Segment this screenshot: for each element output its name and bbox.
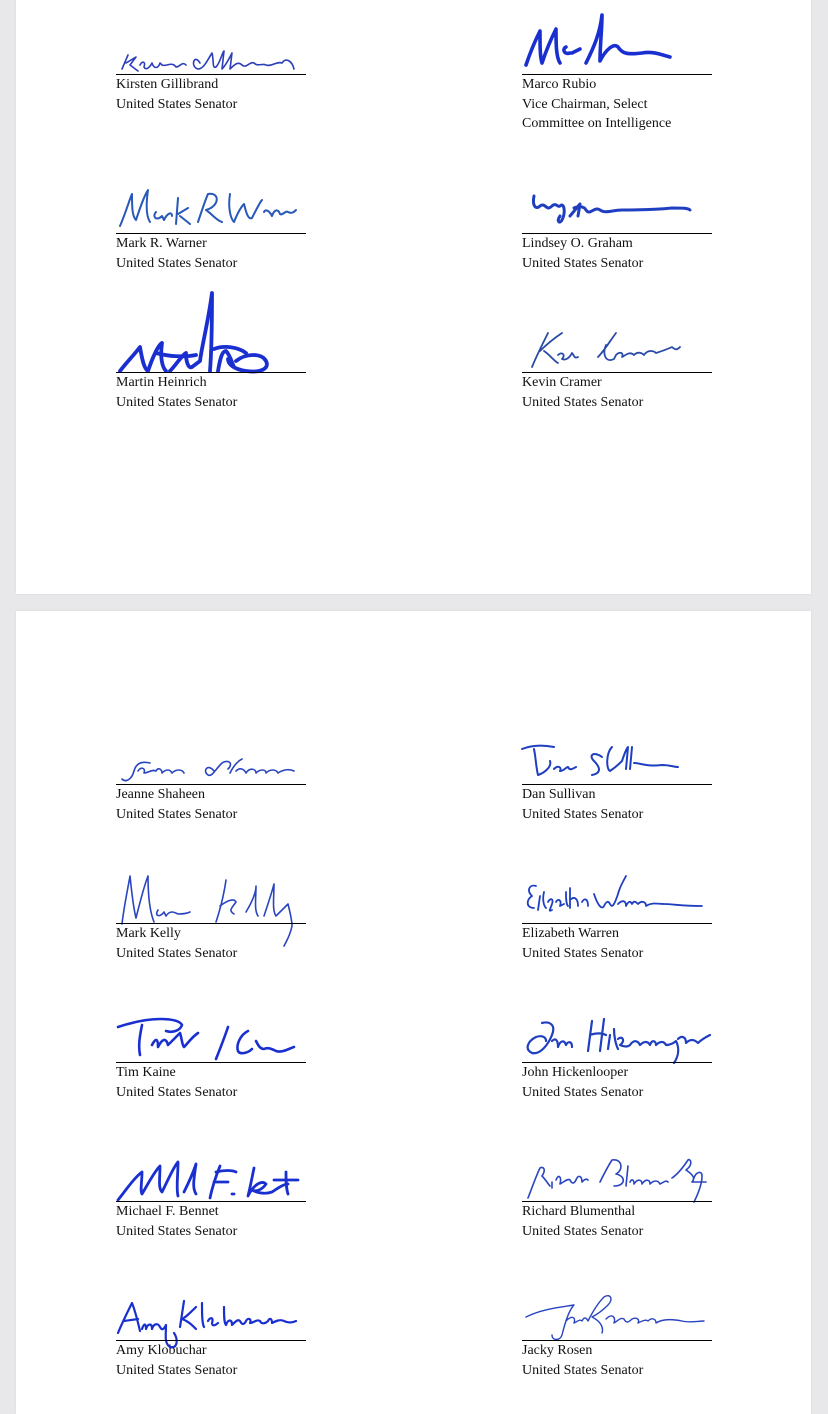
signer-title: United States Senator: [522, 1362, 644, 1378]
handwritten-signature-blumenthal: [522, 1144, 712, 1202]
signature-line: [522, 74, 712, 75]
signature-block-blumenthal: [522, 1144, 712, 1241]
signature-block-warner: [116, 176, 306, 273]
signature-line: [116, 1062, 306, 1063]
document-page-2: [16, 611, 811, 1414]
signer-name: Elizabeth Warren: [522, 926, 619, 941]
document-page-1: [16, 0, 811, 594]
signature-line: [116, 233, 306, 234]
signature-graham: [522, 176, 712, 234]
signer-name: Mark R. Warner: [116, 236, 207, 251]
signature-block-bennet: [116, 1144, 306, 1241]
signer-title: United States Senator: [522, 945, 644, 961]
handwritten-signature-klobuchar: [116, 1283, 306, 1341]
signer-name: Richard Blumenthal: [522, 1204, 636, 1219]
signature-sullivan: [522, 727, 712, 785]
handwritten-signature-bennet: [116, 1144, 306, 1202]
signature-rosen: [522, 1283, 712, 1341]
signature-bennet: [116, 1144, 306, 1202]
signature-shaheen: [116, 727, 306, 785]
handwritten-signature-rubio: [522, 17, 712, 75]
signer-name: Kevin Cramer: [522, 375, 602, 390]
signature-cramer: [522, 315, 712, 373]
signer-name: Lindsey O. Graham: [522, 236, 633, 251]
signer-title: United States Senator: [116, 806, 238, 822]
handwritten-signature-warren: [522, 866, 712, 924]
signature-line: [116, 784, 306, 785]
signer-title: United States Senator: [116, 945, 238, 961]
signature-klobuchar: [116, 1283, 306, 1341]
handwritten-signature-warner: [116, 176, 306, 234]
signature-block-gillibrand: [116, 17, 306, 114]
signature-block-kelly: [116, 866, 306, 963]
signature-warren: [522, 866, 712, 924]
signer-name: Mark Kelly: [116, 926, 181, 941]
signer-name: John Hickenlooper: [522, 1065, 629, 1080]
handwritten-signature-kaine: [116, 1005, 306, 1063]
signature-line: [522, 372, 712, 373]
signature-block-rubio: [522, 17, 712, 134]
signature-gillibrand: [116, 17, 306, 75]
signature-kaine: [116, 1005, 306, 1063]
signature-block-rosen: [522, 1283, 712, 1380]
signature-line: [522, 784, 712, 785]
handwritten-signature-rosen: [522, 1283, 712, 1341]
signature-kelly: [116, 866, 306, 924]
signature-heinrich: [116, 315, 306, 373]
signature-line: [116, 372, 306, 373]
signature-blumenthal: [522, 1144, 712, 1202]
signer-title: United States Senator: [116, 1084, 238, 1100]
signature-block-warren: [522, 866, 712, 963]
signature-line: [116, 1340, 306, 1341]
signer-name: Jeanne Shaheen: [116, 787, 206, 802]
signature-block-hickenlooper: [522, 1005, 712, 1102]
signature-block-heinrich: [116, 315, 306, 412]
signer-title: United States Senator: [116, 1362, 238, 1378]
signer-title: United States Senator: [116, 1223, 238, 1239]
signature-line: [522, 1201, 712, 1202]
handwritten-signature-kelly: [116, 866, 306, 924]
signer-title: Vice Chairman, Select Committee on Intelligence: [522, 96, 672, 131]
handwritten-signature-hickenlooper: [522, 1005, 712, 1063]
signer-name: Marco Rubio: [522, 77, 597, 92]
signer-title: United States Senator: [116, 96, 238, 112]
handwritten-signature-sullivan: [522, 727, 712, 785]
signer-title: United States Senator: [522, 1223, 644, 1239]
signer-title: United States Senator: [116, 394, 238, 410]
signer-name: Kirsten Gillibrand: [116, 77, 219, 92]
signer-name: Michael F. Bennet: [116, 1204, 219, 1219]
signer-name: Dan Sullivan: [522, 787, 596, 802]
signature-rubio: [522, 17, 712, 75]
signature-line: [116, 74, 306, 75]
signature-block-klobuchar: [116, 1283, 306, 1380]
handwritten-signature-shaheen: [116, 727, 306, 785]
signature-line: [522, 1062, 712, 1063]
signer-title: United States Senator: [522, 806, 644, 822]
handwritten-signature-gillibrand: [116, 17, 306, 75]
signature-block-kaine: [116, 1005, 306, 1102]
signer-title: United States Senator: [522, 255, 644, 271]
handwritten-signature-graham: [522, 176, 712, 234]
signer-name: Jacky Rosen: [522, 1343, 593, 1358]
signature-warner: [116, 176, 306, 234]
signature-line: [522, 923, 712, 924]
signature-line: [116, 1201, 306, 1202]
signer-title: United States Senator: [522, 394, 644, 410]
signature-block-shaheen: [116, 727, 306, 824]
handwritten-signature-heinrich: [116, 315, 306, 373]
signer-name: Martin Heinrich: [116, 375, 207, 390]
signature-line: [522, 1340, 712, 1341]
signer-name: Amy Klobuchar: [116, 1343, 207, 1358]
signature-block-sullivan: [522, 727, 712, 824]
signature-hickenlooper: [522, 1005, 712, 1063]
handwritten-signature-cramer: [522, 315, 712, 373]
signer-title: United States Senator: [116, 255, 238, 271]
signer-title: United States Senator: [522, 1084, 644, 1100]
signature-block-cramer: [522, 315, 712, 412]
signature-line: [522, 233, 712, 234]
signature-line: [116, 923, 306, 924]
signer-name: Tim Kaine: [116, 1065, 176, 1080]
signature-block-graham: [522, 176, 712, 273]
